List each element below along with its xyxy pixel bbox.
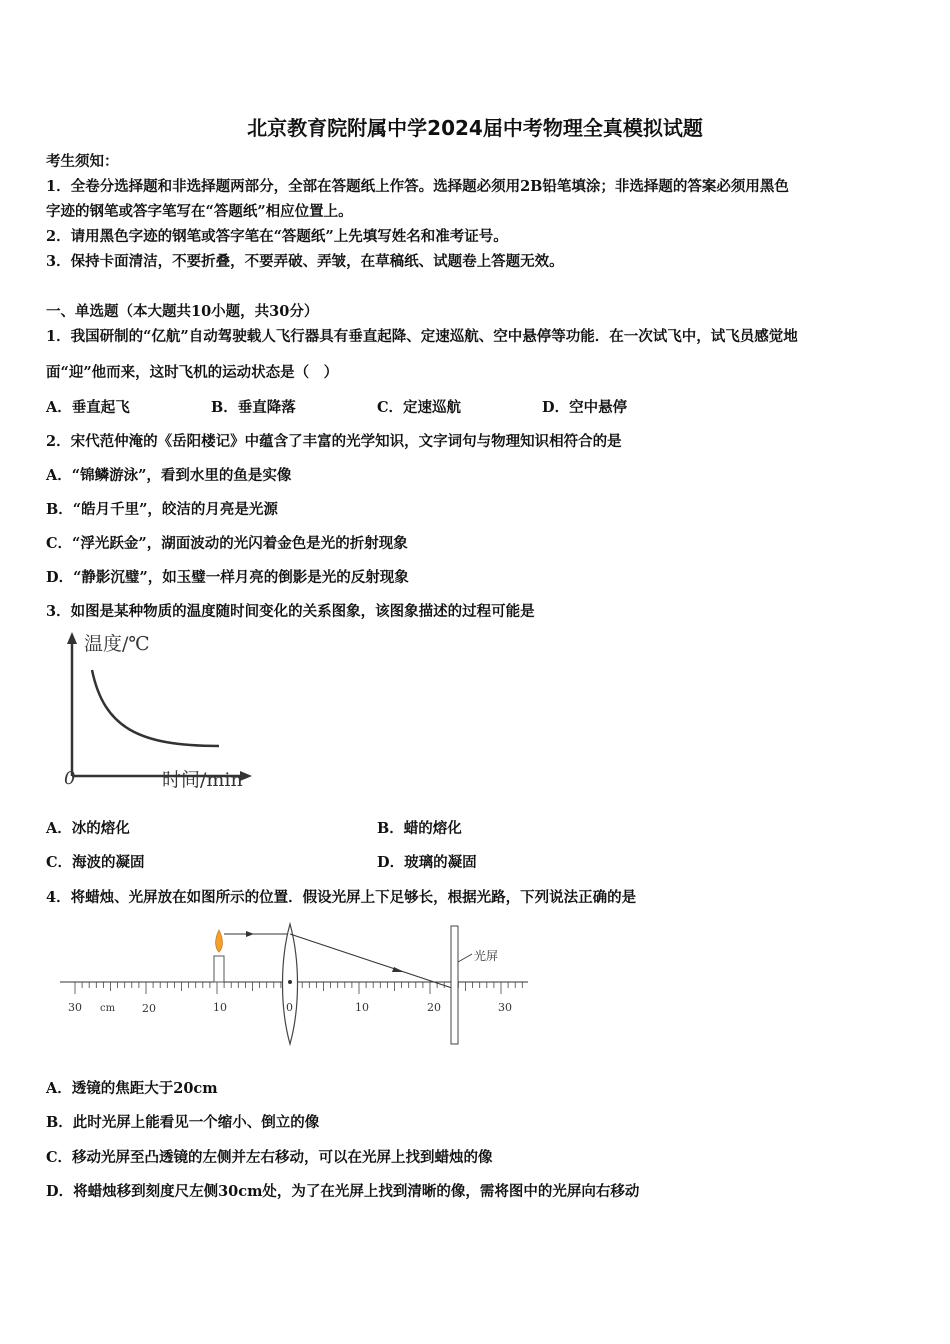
notice-item: 字迹的钢笔或答字笔写在“答题纸”相应位置上。 [46,203,353,220]
q3-option-b[interactable]: B．蜡的熔化 [377,820,462,837]
ray-arrow [246,931,254,937]
tick-label: 10 [213,1001,227,1014]
q1-option-b[interactable]: B．垂直降落 [211,399,296,416]
q1-option-c[interactable]: C．定速巡航 [377,399,462,416]
candle-flame [216,930,223,952]
candle [214,956,224,982]
q3-option-c[interactable]: C．海波的凝固 [46,854,145,871]
refracted-ray-arrow [392,967,404,972]
q2-option-d[interactable]: D．“静影沉璧”，如玉璧一样月亮的倒影是光的反射现象 [46,569,409,586]
q4-option-b[interactable]: B．此时光屏上能看见一个缩小、倒立的像 [46,1114,320,1131]
notice-item: 3．保持卡面清洁，不要折叠，不要弄破、弄皱，在草稿纸、试题卷上答题无效。 [46,253,564,270]
notice-item: 1．全卷分选择题和非选择题两部分，全部在答题纸上作答。选择题必须用2B铅笔填涂；非选择题的答案必须用黑色 [46,178,789,195]
x-axis-label: 时间/min [162,769,243,791]
q3-option-a[interactable]: A．冰的熔化 [46,820,130,837]
section-heading: 一、单选题（本大题共10小题，共30分） [46,303,319,320]
tick-label: 20 [427,1001,441,1014]
y-axis-label: 温度/℃ [84,633,150,655]
tick-label: 10 [355,1001,369,1014]
q4-option-a[interactable]: A．透镜的焦距大于20cm [46,1080,218,1097]
q1-option-a[interactable]: A．垂直起飞 [46,399,130,416]
q2-option-c[interactable]: C．“浮光跃金”，湖面波动的光闪着金色是光的折射现象 [46,535,408,552]
screen-label-leader [458,954,472,962]
cooling-curve [92,670,219,746]
q2-option-a[interactable]: A．“锦鳞游泳”，看到水里的鱼是实像 [46,467,292,484]
q4-stem: 4．将蜡烛、光屏放在如图所示的位置．假设光屏上下足够长，根据光路，下列说法正确的是 [46,889,637,906]
tick-label: 0 [286,1001,293,1014]
tick-label: 30 [498,1001,512,1014]
q1-option-d[interactable]: D．空中悬停 [542,399,628,416]
y-axis-arrow [67,632,77,644]
q3-stem: 3．如图是某种物质的温度随时间变化的关系图象，该图象描述的过程可能是 [46,603,535,620]
notice-heading: 考生须知： [46,153,119,170]
light-screen [451,926,458,1044]
q1-stem-line2: 面“迎”他而来，这时飞机的运动状态是（ ） [46,364,339,381]
lens-center [288,980,292,984]
q4-option-d[interactable]: D．将蜡烛移到刻度尺左侧30cm处，为了在光屏上找到清晰的像，需将图中的光屏向右移动 [46,1183,640,1200]
q2-option-b[interactable]: B．“皓月千里”，皎洁的月亮是光源 [46,501,278,518]
optical-bench-figure [0,920,560,1050]
refracted-ray [290,934,434,982]
tick-label: 30 [68,1001,82,1014]
page-title: 北京教育院附属中学2024届中考物理全真模拟试题 [247,116,703,140]
unit-label: cm [100,1003,116,1014]
temperature-time-graph [44,628,264,796]
q4-option-c[interactable]: C．移动光屏至凸透镜的左侧并左右移动，可以在光屏上找到蜡烛的像 [46,1149,493,1166]
tick-label: 20 [142,1002,156,1015]
notice-item: 2．请用黑色字迹的钢笔或答字笔在“答题纸”上先填写姓名和准考证号。 [46,228,508,245]
q3-option-d[interactable]: D．玻璃的凝固 [377,854,477,871]
q2-stem: 2．宋代范仲淹的《岳阳楼记》中蕴含了丰富的光学知识，文字词句与物理知识相符合的是 [46,433,622,450]
screen-label: 光屏 [474,949,499,963]
origin-label: 0 [64,768,76,789]
q1-stem-line1: 1．我国研制的“亿航”自动驾驶载人飞行器具有垂直起降、定速巡航、空中悬停等功能．在一次试飞中，试飞员感觉地 [46,328,798,345]
